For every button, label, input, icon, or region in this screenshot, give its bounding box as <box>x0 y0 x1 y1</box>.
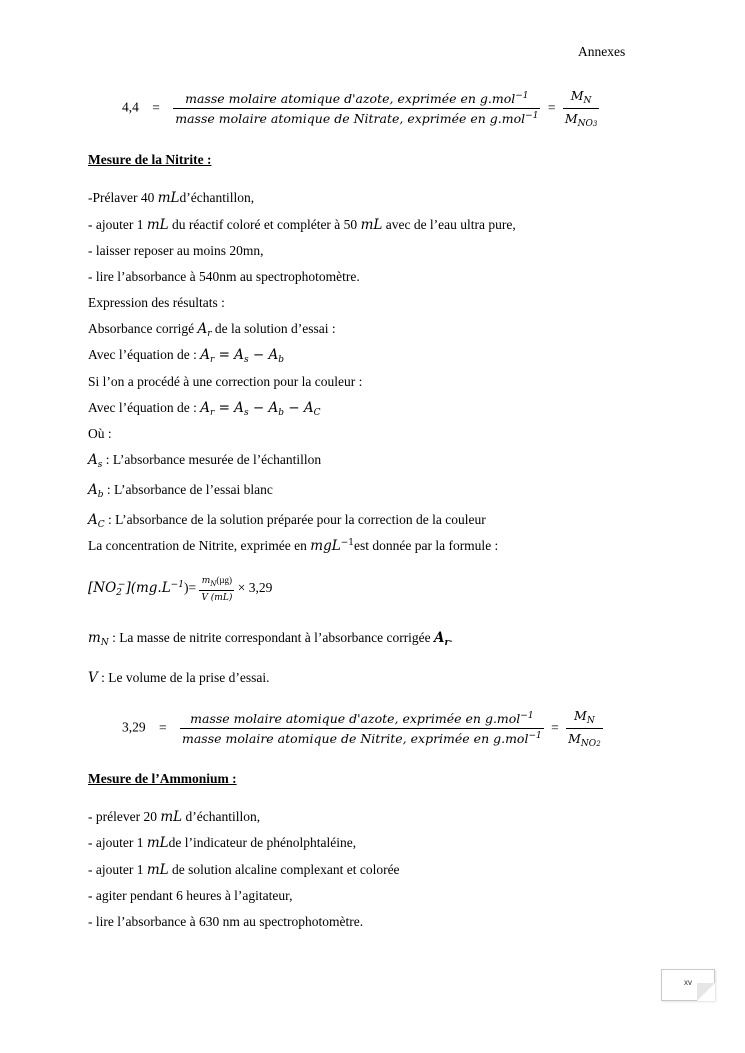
subscript: C <box>313 408 321 418</box>
nitrite-step-2 <box>88 217 516 233</box>
text: - ajouter 1 <box>88 835 147 850</box>
text: d’échantillon, <box>182 809 261 824</box>
fraction-denominator: masse molaire atomique de Nitrate, exprimée en g.mol <box>175 111 526 126</box>
subscript: NO <box>577 119 593 129</box>
operator: − A <box>283 400 314 416</box>
subscript: r <box>444 638 450 648</box>
exponent: −1 <box>340 538 354 548</box>
subscript: C <box>97 520 105 530</box>
subscript: s <box>243 355 249 365</box>
subscript: r <box>209 355 215 365</box>
text: : La masse de nitrite correspondant à l’absorbance corrigée <box>108 630 435 645</box>
equation-2-line <box>88 400 321 418</box>
formula-coefficient: 4,4 <box>122 99 139 115</box>
definition-mn <box>88 630 453 648</box>
ratio-numerator: M <box>574 708 587 723</box>
text: d’échantillon, <box>179 190 255 205</box>
subscript: N <box>586 716 595 726</box>
denominator: V (mL) <box>201 593 233 603</box>
definition-ac <box>88 512 486 530</box>
multiplier: × 3,29 <box>237 580 273 596</box>
unit: mL <box>360 217 383 233</box>
subscript: b <box>97 490 104 500</box>
fraction-numerator: masse molaire atomique d'azote, exprimée en g.mol <box>185 91 516 106</box>
unit: mL <box>146 862 169 878</box>
ratio-denominator: M <box>564 111 578 126</box>
text: : Le volume de la prise d’essai. <box>97 670 270 685</box>
operator: = A <box>214 347 244 363</box>
ammonium-step-3 <box>88 862 400 878</box>
running-header: Annexes <box>578 44 626 59</box>
text: Avec l’équation de : <box>88 400 201 415</box>
formula-fraction <box>180 711 544 746</box>
subscript: b <box>278 355 284 365</box>
variable: V <box>88 670 98 686</box>
page-fold-corner <box>697 983 715 1001</box>
text: de l’indicateur de phénolphtaléine, <box>168 835 357 850</box>
unit: mL <box>146 217 169 233</box>
equation-1 <box>200 347 284 363</box>
subscript: r <box>209 408 215 418</box>
ratio-numerator: M <box>570 88 584 103</box>
subscript: r <box>207 329 212 339</box>
molar-ratio <box>563 88 600 129</box>
formula-coefficient: 3,29 <box>122 719 146 735</box>
text: du réactif coloré et compléter à 50 <box>168 217 361 232</box>
subscript: 2 <box>116 588 122 599</box>
text: La concentration de Nitrite, exprimée en <box>88 538 311 553</box>
text: - prélever 20 <box>88 809 161 824</box>
nitrite-step-4: - lire l’absorbance à 540nm au spectrophotomètre. <box>88 269 360 284</box>
equals-sign: = <box>547 99 556 115</box>
corrected-absorbance-line <box>88 321 336 339</box>
exponent: −1 <box>520 711 534 721</box>
text: . <box>449 630 453 645</box>
heading-nitrite: Mesure de la Nitrite : <box>88 152 212 167</box>
formula-part: [NO <box>88 580 117 597</box>
text: : L’absorbance de l’essai blanc <box>103 482 273 497</box>
fraction-numerator: masse molaire atomique d'azote, exprimée en g.mol <box>190 711 521 726</box>
text: - ajouter 1 <box>88 862 147 877</box>
equation-2 <box>200 400 320 416</box>
formula-nitrite <box>122 708 603 749</box>
ammonium-step-4: - agiter pendant 6 heures à l’agitateur, <box>88 888 293 903</box>
equation-1-line <box>88 347 284 365</box>
text: - ajouter 1 <box>88 217 147 232</box>
equals-sign: = <box>159 719 167 735</box>
ammonium-step-2 <box>88 835 356 851</box>
variable: m <box>88 630 101 646</box>
text: -Prélaver 40 <box>88 190 158 205</box>
page-number: xv <box>684 978 692 987</box>
subscript: NO <box>580 739 597 749</box>
operator: = A <box>214 400 244 416</box>
exponent: −1 <box>515 91 529 101</box>
subscript: N <box>210 580 217 588</box>
variable: A <box>197 321 208 337</box>
variable: A <box>88 452 98 468</box>
results-title: Expression des résultats : <box>88 295 225 310</box>
subscript: s <box>97 460 103 470</box>
exponent: −1 <box>528 731 542 741</box>
color-correction-line: Si l’on a procédé à une correction pour la couleur : <box>88 374 363 389</box>
unit: mL <box>146 835 169 851</box>
exponent: −1 <box>170 580 184 591</box>
subscript: 2 <box>596 740 601 748</box>
text: de solution alcaline complexant et colorée <box>168 862 400 877</box>
nitrite-concentration-formula <box>88 575 272 603</box>
equals-sign: = <box>551 719 559 735</box>
operator: − A <box>248 400 279 416</box>
definition-as <box>88 452 321 470</box>
variable: A <box>200 347 210 363</box>
text: avec de l’eau ultra pure, <box>382 217 516 232</box>
text: Absorbance corrigé <box>88 321 198 336</box>
variable: A <box>200 400 210 416</box>
ammonium-step-1 <box>88 809 260 825</box>
ammonium-step-5: - lire l’absorbance à 630 nm au spectrophotomètre. <box>88 914 364 929</box>
exponent: −1 <box>525 111 539 121</box>
formula-part: )= <box>183 580 197 596</box>
text: : L’absorbance de la solution préparée pour la correction de la couleur <box>104 512 486 527</box>
formula-fraction <box>173 91 540 126</box>
page-number-box <box>661 969 715 1001</box>
unit: mgL <box>310 538 341 554</box>
text: Avec l’équation de : <box>88 347 201 362</box>
mass-volume-fraction <box>199 575 234 603</box>
nitrite-step-1 <box>88 190 254 206</box>
nitrite-step-3: - laisser reposer au moins 20mn, <box>88 243 264 258</box>
formula-nitrate <box>122 88 599 129</box>
where-label: Où : <box>88 426 112 441</box>
equals-sign: = <box>152 99 160 115</box>
variable: A <box>88 512 98 528</box>
variable: A <box>88 482 98 498</box>
subscript: s <box>243 408 249 418</box>
concentration-line <box>88 538 498 554</box>
definition-ab <box>88 482 273 500</box>
formula-part: ](mg.L <box>125 580 171 597</box>
subscript: N <box>100 638 109 648</box>
unit: mL <box>160 809 183 825</box>
superscript: − <box>117 580 126 591</box>
unit: (µg) <box>216 575 233 585</box>
molar-ratio <box>566 708 603 749</box>
subscript: N <box>583 96 592 106</box>
text: de la solution d’essai : <box>211 321 336 336</box>
variable: A <box>434 630 445 646</box>
variable: m <box>201 576 211 586</box>
subscript: 3 <box>592 120 598 128</box>
fraction-denominator: masse molaire atomique de Nitrite, exprimée en g.mol <box>182 731 529 746</box>
text: : L’absorbance mesurée de l’échantillon <box>102 452 322 467</box>
operator: − A <box>248 347 279 363</box>
ratio-denominator: M <box>568 731 581 746</box>
text: est donnée par la formule : <box>353 538 499 553</box>
subscript: b <box>278 408 284 418</box>
unit: mL <box>157 190 180 206</box>
definition-v <box>88 670 269 686</box>
heading-ammonium: Mesure de l’Ammonium : <box>88 771 237 786</box>
